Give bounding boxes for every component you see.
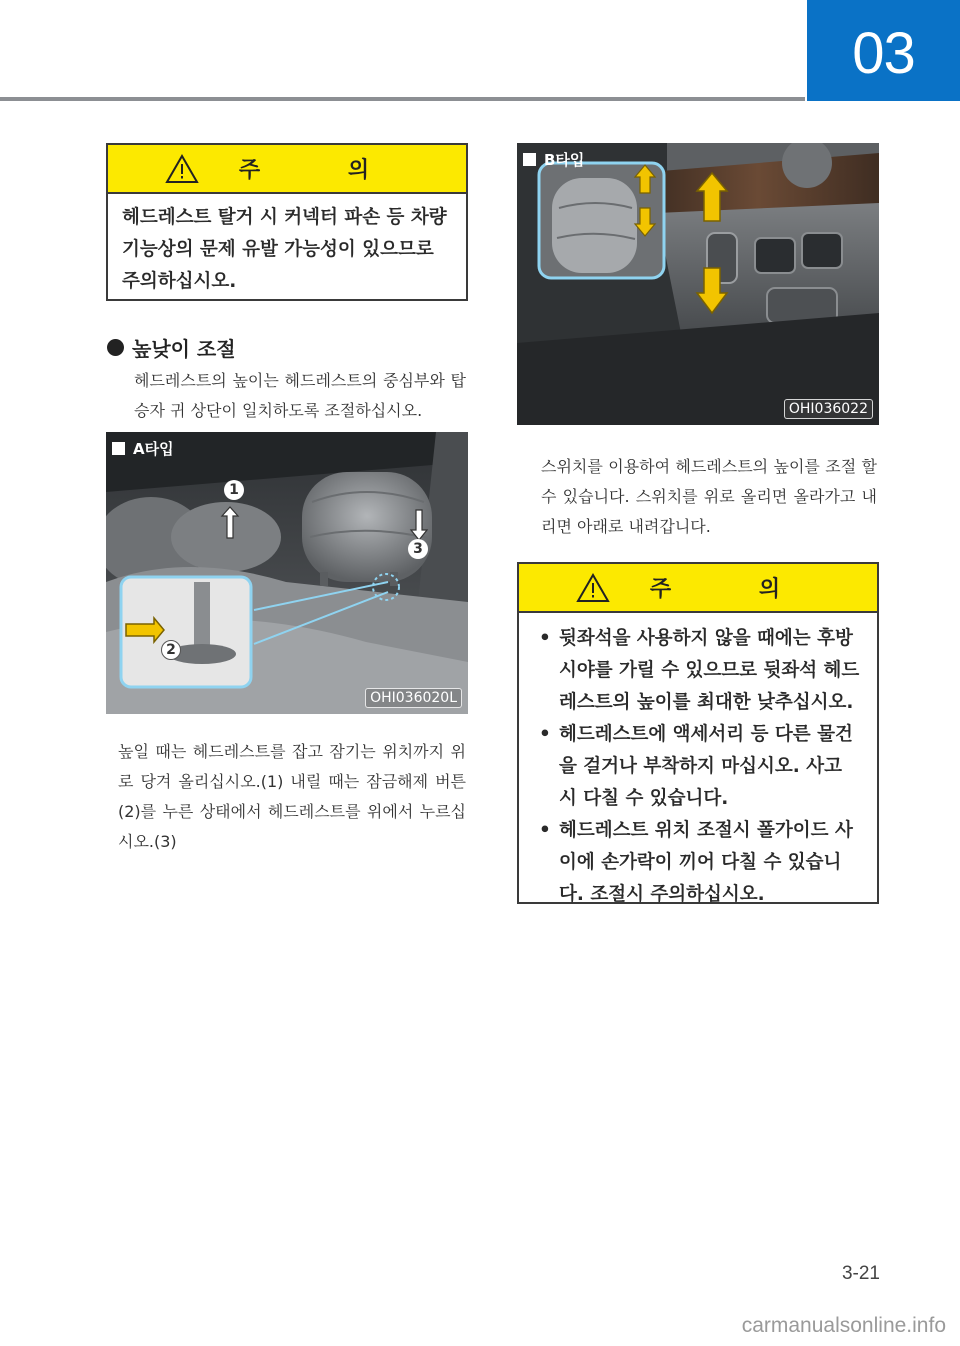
header-rule — [0, 97, 805, 101]
figure-b-label — [523, 149, 584, 170]
figure-b-illustration — [517, 143, 879, 425]
warning-triangle-icon — [165, 154, 199, 184]
caution-text: 헤드레스트 탈거 시 커넥터 파손 등 차량 기능상의 문제 유발 가능성이 있으므로 주의하십시오. — [122, 207, 447, 292]
bullet-icon — [107, 339, 124, 356]
figure-b-photo — [517, 143, 879, 425]
marker-3: 3 — [408, 539, 428, 559]
warning-triangle-icon — [576, 573, 610, 603]
caution-item: • 헤드레스트 위치 조절시 폴가이드 사이에 손가락이 끼어 다칠 수 있습니다. 조절시 주의하십시오. — [539, 820, 853, 905]
caution-item: • 뒷좌석을 사용하지 않을 때에는 후방 시야를 가릴 수 있으므로 뒷좌석 헤드레스트의 높이를 최대한 낮추십시오. — [539, 628, 860, 713]
section-heading-text: 높낮이 조절 — [132, 337, 236, 361]
figure-a-description: 높일 때는 헤드레스트를 잡고 잠기는 위치까지 위로 당겨 올리십시오.(1) 내릴 때는 잠금해제 버튼(2)를 누른 상태에서 헤드레스트를 위에서 누르십시오.(3) — [118, 742, 466, 851]
caution-box-left — [106, 143, 468, 301]
marker-2: 2 — [161, 640, 181, 660]
figure-b-description: 스위치를 이용하여 헤드레스트의 높이를 조절 할 수 있습니다. 스위치를 위로 올리면 올라가고 내리면 아래로 내려갑니다. — [541, 457, 877, 536]
figure-a-label — [112, 438, 174, 459]
caution-header — [108, 145, 466, 194]
caution-item: • 헤드레스트에 액세서리 등 다른 물건을 걸거나 부착하지 마십시오. 사고 시 다칠 수 있습니다. — [539, 724, 853, 809]
figure-b-code: OHI036022 — [784, 399, 873, 419]
caution-title: 주 의 — [238, 158, 410, 183]
chapter-tab: 03 — [807, 0, 960, 101]
caution-list — [519, 613, 877, 921]
section-intro: 헤드레스트의 높이는 헤드레스트의 중심부와 탑승자 귀 상단이 일치하도록 조절하십시오. — [134, 371, 466, 420]
marker-1: 1 — [224, 480, 244, 500]
watermark: carmanualsonline.info — [741, 1314, 946, 1337]
figure-b-label-text: B타입 — [544, 151, 585, 169]
square-bullet-icon — [523, 153, 536, 166]
figure-a-illustration — [106, 432, 468, 714]
caution-box-right — [517, 562, 879, 904]
section-heading — [107, 333, 236, 362]
caution-title: 주 의 — [649, 577, 821, 602]
caution-header — [519, 564, 877, 613]
figure-a-code: OHI036020L — [365, 688, 462, 708]
square-bullet-icon — [112, 442, 125, 455]
figure-a-label-text: A타입 — [133, 440, 174, 458]
page-number: 3-21 — [841, 1263, 880, 1284]
figure-a-photo — [106, 432, 468, 714]
